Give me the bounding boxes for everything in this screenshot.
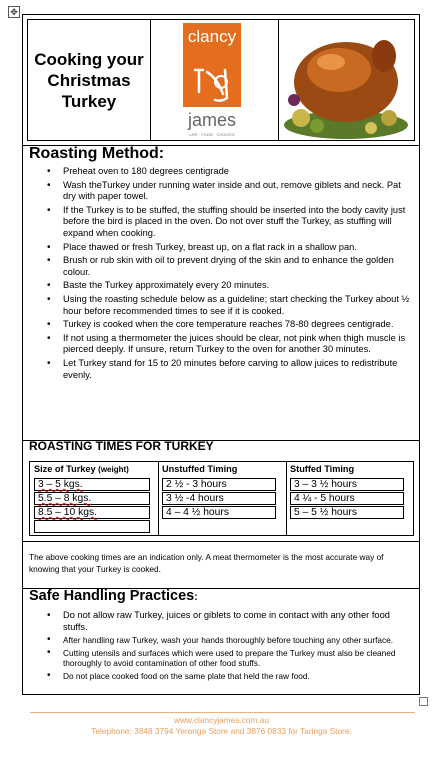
list-item: • Using the roasting schedule below as a guideline; start checking the Turkey about ½ hour before recommended times to see if it is cooked. (23, 294, 419, 317)
list-item: • Baste the Turkey approximately every 20 minutes. (23, 280, 419, 292)
list-item: • Do not place cooked food on the same plate that held the raw food. (23, 671, 419, 682)
list-item: • Place thawed or fresh Turkey, breast up, on a flat rack in a shallow pan. (23, 242, 419, 254)
clancy-james-logo (151, 20, 277, 140)
document-table (22, 14, 420, 695)
table-cell: 8.5 – 10 kgs. (34, 506, 150, 519)
roasting-times-table (29, 461, 414, 536)
table-cell: 3 – 5 kgs. (34, 478, 150, 491)
svg-text:james: james (187, 110, 237, 130)
table-cell: 4 – 4 ½ hours (162, 506, 276, 519)
list-item: • Wash theTurkey under running water inside and out, remove giblets and neck. Pat dry with paper towel. (23, 180, 419, 203)
unstuffed-column (158, 462, 287, 535)
header-row (23, 15, 419, 146)
roasting-steps-list (23, 166, 419, 383)
safe-handling-list (23, 610, 419, 683)
table-cell: 3 – 3 ½ hours (290, 478, 404, 491)
roasting-times-heading: ROASTING TIMES FOR TURKEY (29, 439, 214, 453)
title-cell (27, 19, 151, 141)
footer-website[interactable] (0, 715, 443, 725)
stuffed-column (286, 462, 413, 535)
roasting-method-heading: Roasting Method: (29, 145, 165, 162)
table-cell: 5 – 5 ½ hours (290, 506, 404, 519)
safe-handling-section (23, 589, 419, 695)
list-item: • After handling raw Turkey, wash your hands thoroughly before touching any other surface. (23, 635, 419, 646)
list-item: • Do not allow raw Turkey, juices or giblets to come in contact with any other food stuffs. (23, 610, 419, 633)
svg-text:clancy: clancy (187, 27, 237, 46)
size-column-header: Size of Turkey (weight) (34, 464, 129, 474)
roast-turkey-image (279, 20, 413, 140)
cooking-times-note (23, 542, 419, 589)
note-text: The above cooking times are an indication only. A meat thermometer is the most accurate way of knowing that your Turkey is cooked. (29, 552, 384, 574)
table-move-handle-icon[interactable]: ✥ (8, 6, 20, 18)
list-item: • If not using a thermometer the juices should be clear, not pink when thigh muscle is pierced deeply. If unsure, return Turkey to the oven for another 30 minutes. (23, 333, 419, 356)
roasting-method-section (23, 146, 419, 441)
list-item: • Let Turkey stand for 15 to 20 minutes before carving to allow juices to redistribute evenly. (23, 358, 419, 381)
roasting-times-section (23, 441, 419, 542)
list-item: • If the Turkey is to be stuffed, the stuffing should be inserted into the body cavity just before the bird is placed in the oven. Do not over stuff the Turkey, as stuffing will expand when cooking. (23, 205, 419, 240)
table-resize-handle[interactable] (419, 697, 428, 706)
svg-text:LIFE · FOOD · CHOICES: LIFE · FOOD · CHOICES (189, 132, 235, 137)
list-item: • Preheat oven to 180 degrees centigrade (23, 166, 419, 178)
table-cell: 5.5 – 8 kgs. (34, 492, 150, 505)
list-item: • Turkey is cooked when the core temperature reaches 78-80 degrees centigrade. (23, 319, 419, 331)
table-cell: 4 ¼ - 5 hours (290, 492, 404, 505)
size-column (30, 462, 159, 535)
page-title: Cooking your Christmas Turkey (34, 49, 144, 111)
table-cell: 3 ½ -4 hours (162, 492, 276, 505)
unstuffed-column-header: Unstuffed Timing (162, 464, 238, 474)
website-link[interactable]: www.clancyjames.com.au (174, 715, 269, 725)
turkey-photo (279, 19, 415, 141)
list-item: • Cutting utensils and surfaces which were used to prepare the Turkey must also be cleaned thoroughly to avoid contamination of other food stuffs. (23, 648, 419, 669)
footer-phone: Telephone: 3848 3794 Yeronga Store and 3876 0833 for Taringa Store. (91, 726, 352, 736)
stuffed-column-header: Stuffed Timing (290, 464, 355, 474)
table-cell: 2 ½ - 3 hours (162, 478, 276, 491)
footer-divider (30, 712, 415, 713)
logo-cell (151, 19, 279, 141)
safe-handling-heading: Safe Handling Practices: (29, 588, 198, 604)
list-item: • Brush or rub skin with oil to prevent drying of the skin and to enhance the golden colour. (23, 255, 419, 278)
table-cell-empty (34, 520, 150, 533)
